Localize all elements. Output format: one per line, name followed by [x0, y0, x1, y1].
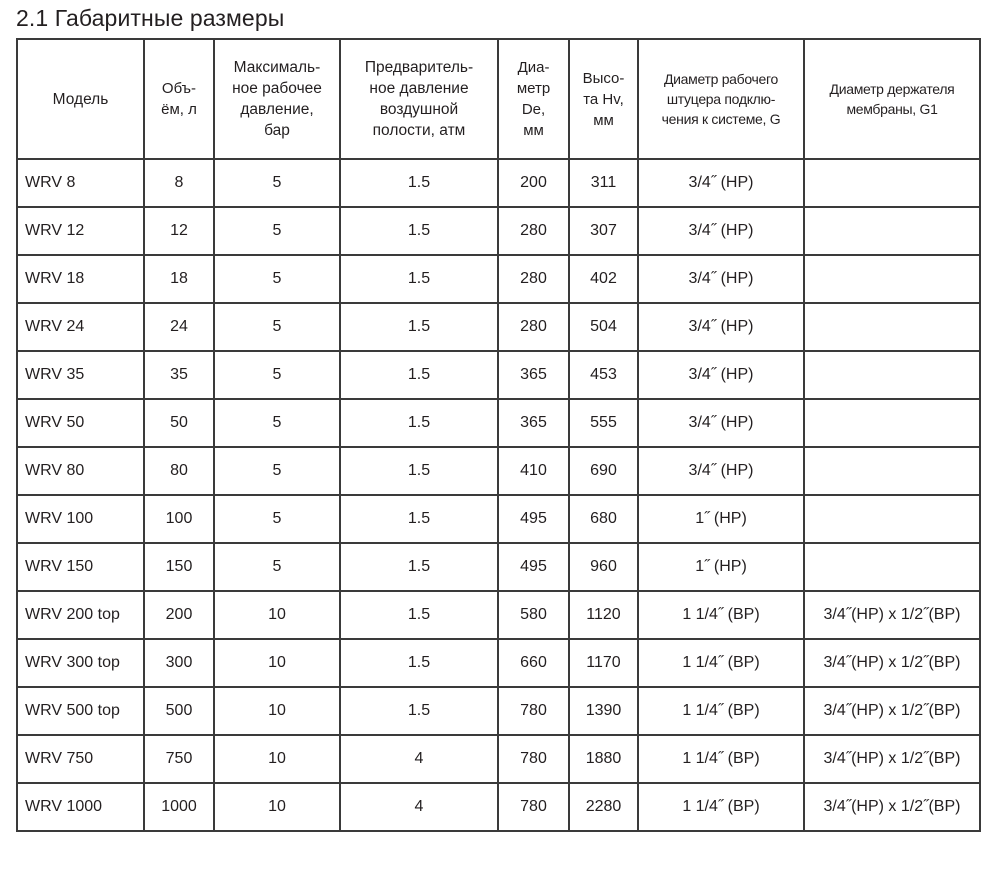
cell-max-pressure: 5 [214, 543, 340, 591]
cell-diameter: 495 [498, 495, 569, 543]
cell-connection: 3/4˝ (НР) [638, 255, 804, 303]
table-row [17, 447, 980, 495]
cell-height: 690 [569, 447, 638, 495]
cell-volume: 100 [144, 495, 214, 543]
cell-height: 680 [569, 495, 638, 543]
cell-height: 2280 [569, 783, 638, 831]
cell-height: 1390 [569, 687, 638, 735]
cell-membrane-holder [804, 207, 980, 255]
cell-membrane-holder [804, 351, 980, 399]
cell-height: 555 [569, 399, 638, 447]
cell-height: 311 [569, 159, 638, 207]
cell-diameter: 280 [498, 303, 569, 351]
table-row [17, 207, 980, 255]
cell-height: 1170 [569, 639, 638, 687]
cell-volume: 300 [144, 639, 214, 687]
header-connection-diameter: Диаметр рабочего штуцера подклю- чения к системе, G [638, 39, 804, 159]
cell-max-pressure: 10 [214, 783, 340, 831]
cell-membrane-holder [804, 255, 980, 303]
table-header-row [17, 39, 980, 159]
cell-diameter: 280 [498, 207, 569, 255]
table-row [17, 639, 980, 687]
cell-model: WRV 80 [17, 447, 144, 495]
header-model: Модель [17, 39, 144, 159]
cell-max-pressure: 5 [214, 207, 340, 255]
table-row [17, 495, 980, 543]
cell-max-pressure: 5 [214, 303, 340, 351]
cell-max-pressure: 10 [214, 591, 340, 639]
cell-connection: 3/4˝ (НР) [638, 447, 804, 495]
cell-diameter: 580 [498, 591, 569, 639]
cell-height: 307 [569, 207, 638, 255]
table-row [17, 735, 980, 783]
cell-diameter: 410 [498, 447, 569, 495]
cell-diameter: 365 [498, 399, 569, 447]
table-row [17, 351, 980, 399]
table-row [17, 399, 980, 447]
cell-connection: 3/4˝ (НР) [638, 399, 804, 447]
cell-height: 453 [569, 351, 638, 399]
cell-max-pressure: 10 [214, 639, 340, 687]
cell-connection: 1 1/4˝ (ВР) [638, 687, 804, 735]
cell-precharge: 4 [340, 735, 498, 783]
cell-diameter: 780 [498, 783, 569, 831]
cell-diameter: 365 [498, 351, 569, 399]
cell-connection: 3/4˝ (НР) [638, 303, 804, 351]
cell-model: WRV 1000 [17, 783, 144, 831]
cell-precharge: 4 [340, 783, 498, 831]
cell-membrane-holder [804, 303, 980, 351]
cell-connection: 1 1/4˝ (ВР) [638, 735, 804, 783]
cell-membrane-holder [804, 399, 980, 447]
cell-max-pressure: 5 [214, 399, 340, 447]
cell-max-pressure: 5 [214, 159, 340, 207]
cell-precharge: 1.5 [340, 687, 498, 735]
cell-model: WRV 12 [17, 207, 144, 255]
cell-membrane-holder [804, 543, 980, 591]
cell-diameter: 780 [498, 687, 569, 735]
cell-model: WRV 24 [17, 303, 144, 351]
cell-precharge: 1.5 [340, 351, 498, 399]
cell-max-pressure: 10 [214, 735, 340, 783]
cell-membrane-holder [804, 159, 980, 207]
header-height: Высо- та Hv, мм [569, 39, 638, 159]
cell-precharge: 1.5 [340, 255, 498, 303]
cell-height: 1880 [569, 735, 638, 783]
cell-connection: 1˝ (НР) [638, 543, 804, 591]
cell-precharge: 1.5 [340, 159, 498, 207]
cell-model: WRV 500 top [17, 687, 144, 735]
cell-model: WRV 8 [17, 159, 144, 207]
cell-diameter: 780 [498, 735, 569, 783]
cell-model: WRV 750 [17, 735, 144, 783]
table-body [17, 159, 980, 831]
cell-volume: 150 [144, 543, 214, 591]
cell-diameter: 200 [498, 159, 569, 207]
header-precharge-pressure: Предваритель- ное давление воздушной полости, атм [340, 39, 498, 159]
cell-model: WRV 300 top [17, 639, 144, 687]
cell-max-pressure: 5 [214, 447, 340, 495]
cell-max-pressure: 5 [214, 255, 340, 303]
cell-height: 1120 [569, 591, 638, 639]
header-membrane-holder-diameter: Диаметр держателя мембраны, G1 [804, 39, 980, 159]
cell-model: WRV 100 [17, 495, 144, 543]
cell-volume: 50 [144, 399, 214, 447]
cell-height: 402 [569, 255, 638, 303]
cell-diameter: 280 [498, 255, 569, 303]
cell-membrane-holder [804, 447, 980, 495]
cell-model: WRV 50 [17, 399, 144, 447]
cell-connection: 3/4˝ (НР) [638, 159, 804, 207]
cell-model: WRV 150 [17, 543, 144, 591]
cell-precharge: 1.5 [340, 495, 498, 543]
cell-precharge: 1.5 [340, 447, 498, 495]
cell-connection: 1 1/4˝ (ВР) [638, 783, 804, 831]
table-row [17, 783, 980, 831]
cell-max-pressure: 5 [214, 495, 340, 543]
cell-membrane-holder: 3/4˝(НР) х 1/2˝(ВР) [804, 783, 980, 831]
table-row [17, 255, 980, 303]
cell-max-pressure: 5 [214, 351, 340, 399]
table-row [17, 687, 980, 735]
header-volume: Объ- ём, л [144, 39, 214, 159]
cell-membrane-holder [804, 495, 980, 543]
cell-height: 960 [569, 543, 638, 591]
cell-connection: 3/4˝ (НР) [638, 207, 804, 255]
table-row [17, 303, 980, 351]
cell-volume: 24 [144, 303, 214, 351]
cell-volume: 8 [144, 159, 214, 207]
table-row [17, 159, 980, 207]
cell-precharge: 1.5 [340, 639, 498, 687]
cell-precharge: 1.5 [340, 303, 498, 351]
cell-connection: 3/4˝ (НР) [638, 351, 804, 399]
dimensions-table [16, 38, 981, 832]
cell-height: 504 [569, 303, 638, 351]
cell-membrane-holder: 3/4˝(НР) х 1/2˝(ВР) [804, 639, 980, 687]
cell-max-pressure: 10 [214, 687, 340, 735]
cell-membrane-holder: 3/4˝(НР) х 1/2˝(ВР) [804, 591, 980, 639]
cell-volume: 1000 [144, 783, 214, 831]
cell-precharge: 1.5 [340, 591, 498, 639]
section-title: 2.1 Габаритные размеры [16, 5, 285, 31]
header-diameter: Диа- метр De, мм [498, 39, 569, 159]
cell-volume: 750 [144, 735, 214, 783]
cell-volume: 18 [144, 255, 214, 303]
cell-membrane-holder: 3/4˝(НР) х 1/2˝(ВР) [804, 735, 980, 783]
cell-precharge: 1.5 [340, 207, 498, 255]
table-row [17, 543, 980, 591]
cell-volume: 200 [144, 591, 214, 639]
cell-model: WRV 18 [17, 255, 144, 303]
cell-volume: 500 [144, 687, 214, 735]
cell-connection: 1 1/4˝ (ВР) [638, 591, 804, 639]
cell-volume: 12 [144, 207, 214, 255]
cell-precharge: 1.5 [340, 399, 498, 447]
cell-diameter: 495 [498, 543, 569, 591]
cell-membrane-holder: 3/4˝(НР) х 1/2˝(ВР) [804, 687, 980, 735]
header-max-pressure: Максималь- ное рабочее давление, бар [214, 39, 340, 159]
cell-diameter: 660 [498, 639, 569, 687]
cell-model: WRV 200 top [17, 591, 144, 639]
cell-volume: 35 [144, 351, 214, 399]
cell-connection: 1 1/4˝ (ВР) [638, 639, 804, 687]
cell-connection: 1˝ (НР) [638, 495, 804, 543]
cell-precharge: 1.5 [340, 543, 498, 591]
table-row [17, 591, 980, 639]
cell-volume: 80 [144, 447, 214, 495]
cell-model: WRV 35 [17, 351, 144, 399]
